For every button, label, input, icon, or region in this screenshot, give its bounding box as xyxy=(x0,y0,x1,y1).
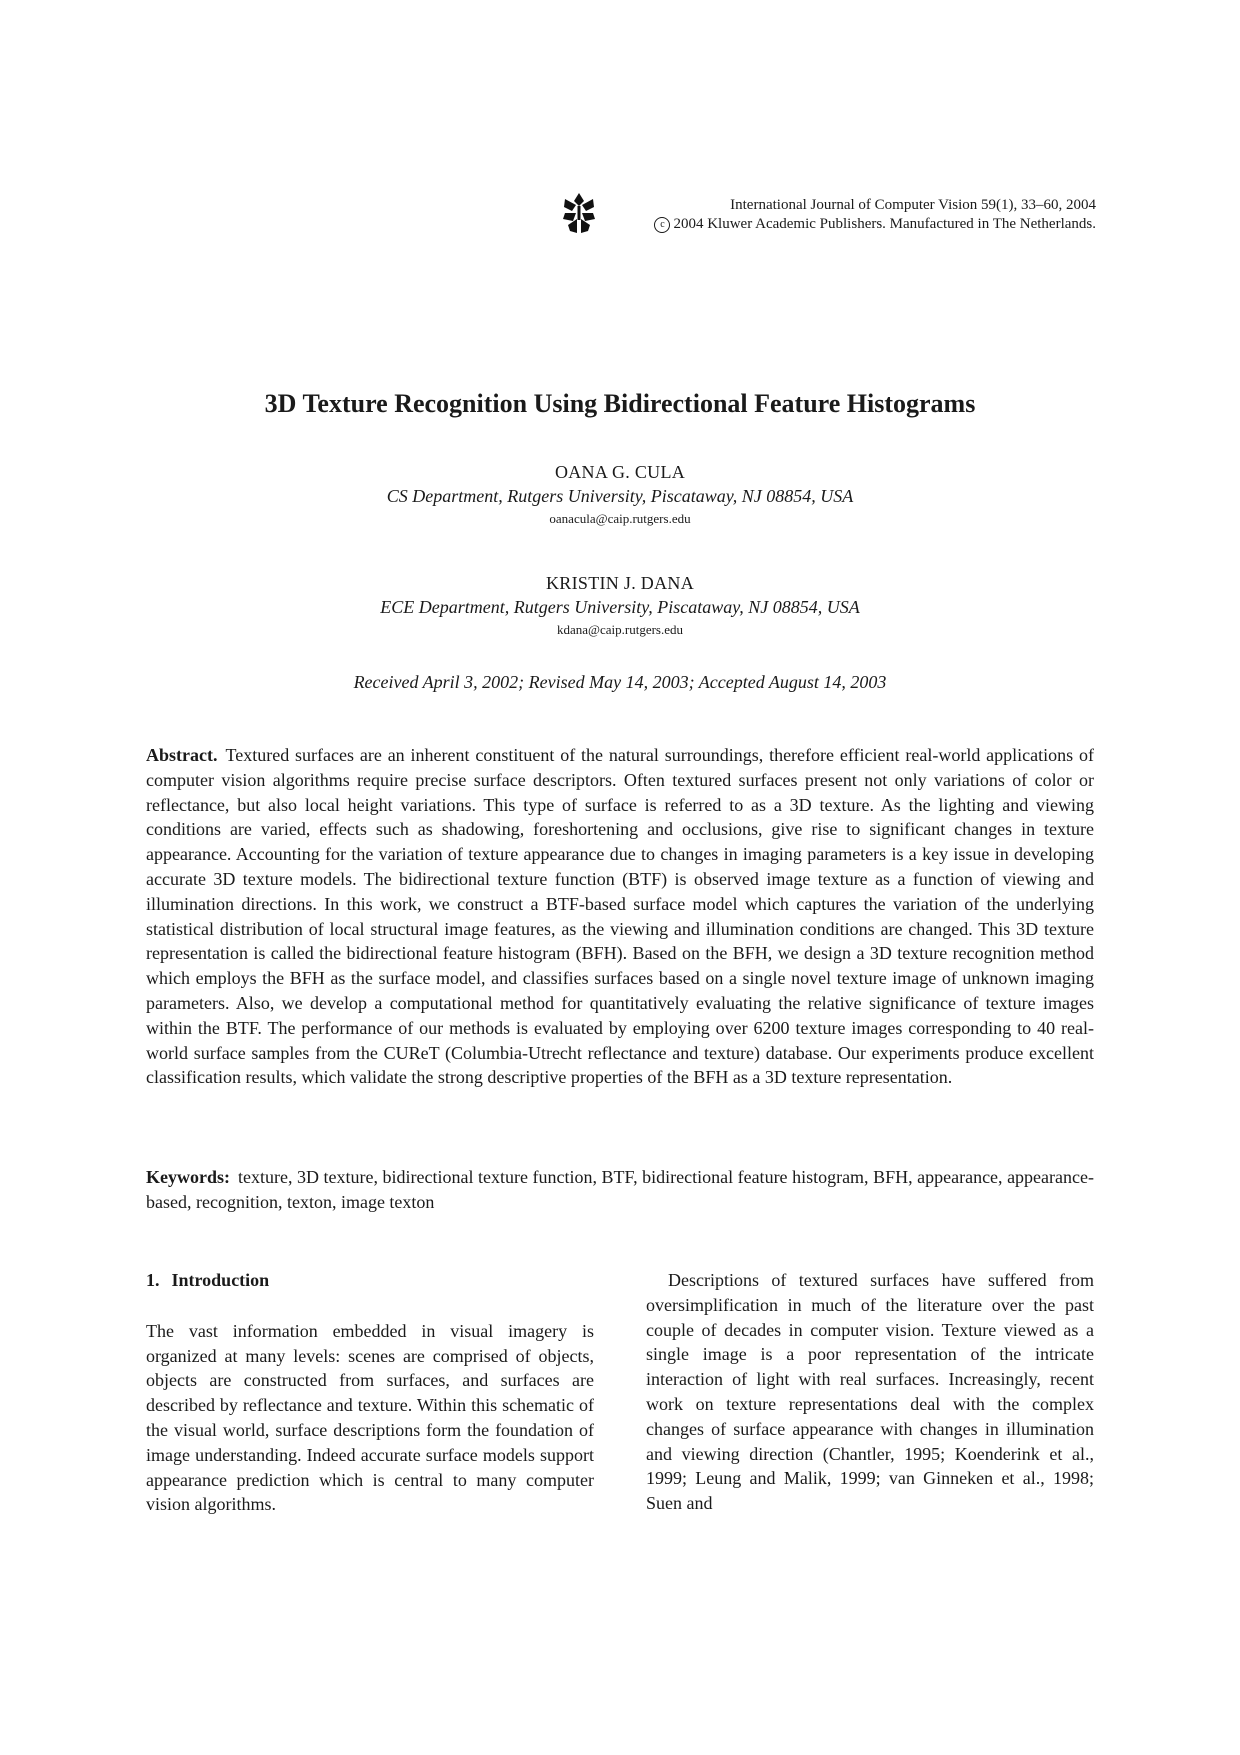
body-paragraph: Descriptions of textured surfaces have suffered from oversimplification in much of the literature over the past couple of decades in computer vision. Texture viewed as a single image is a poor representation of the intricate interaction of light with real surfaces. Increasingly, recent work on texture representations deal with the complex changes of surface appearance with changes in illumination and viewing direction (Chantler, 1995; Koenderink et al., 1999; Leung and Malik, 1999; van Ginneken et al., 1998; Suen and xyxy=(646,1270,1094,1514)
keywords xyxy=(146,1165,1094,1215)
journal-citation: International Journal of Computer Vision 59(1), 33–60, 2004 xyxy=(730,197,1096,213)
publisher-logo-icon xyxy=(562,191,596,235)
abstract xyxy=(146,743,1094,1090)
abstract-label: Abstract. xyxy=(146,745,218,765)
section-number: 1. xyxy=(146,1270,160,1290)
body-column-left xyxy=(146,1268,594,1517)
copyright-text: 2004 Kluwer Academic Publishers. Manufactured in The Netherlands. xyxy=(673,216,1096,232)
author-affiliation: CS Department, Rutgers University, Piscataway, NJ 08854, USA xyxy=(386,486,854,506)
section-title: Introduction xyxy=(171,1270,270,1290)
keywords-text: texture, 3D texture, bidirectional texture function, BTF, bidirectional feature histogram, BFH, appearance, appearance-based, recognition, texton, image texton xyxy=(146,1167,1094,1212)
keywords-label: Keywords: xyxy=(146,1167,230,1187)
copyright-icon: c xyxy=(654,217,670,233)
received-dates: Received April 3, 2002; Revised May 14, 2003; Accepted August 14, 2003 xyxy=(353,672,887,692)
author-name: OANA G. CULA xyxy=(554,462,686,482)
author-email[interactable]: kdana@caip.rutgers.edu xyxy=(556,622,684,637)
body-paragraph: The vast information embedded in visual imagery is organized at many levels: scenes are comprised of objects, objects are constructed from surfaces, and surfaces are described by reflectance and texture. Within this schematic of the visual world, surface descriptions form the foundation of image understanding. Indeed accurate surface models support appearance prediction which is central to many computer vision algorithms. xyxy=(146,1320,594,1515)
paper-title: 3D Texture Recognition Using Bidirectional Feature Histograms xyxy=(264,389,976,418)
author-block xyxy=(0,460,1240,530)
author-email[interactable]: oanacula@caip.rutgers.edu xyxy=(549,511,691,526)
section-heading xyxy=(146,1268,594,1293)
copyright-line xyxy=(654,215,1096,234)
author-name: KRISTIN J. DANA xyxy=(546,573,694,593)
author-affiliation: ECE Department, Rutgers University, Piscataway, NJ 08854, USA xyxy=(380,597,860,617)
abstract-text: Textured surfaces are an inherent constituent of the natural surroundings, therefore efficient real-world applications of computer vision algorithms require precise surface descriptors. Often textured surfaces present not only variations of color or reflectance, but also local height variations. This type of surface is referred to as a 3D texture. As the lighting and viewing conditions are varied, effects such as shadowing, foreshortening and occlusions, give rise to significant changes in texture appearance. Accounting for the variation of texture appearance due to changes in imaging parameters is a key issue in developing accurate 3D texture models. The bidirectional texture function (BTF) is observed image texture as a function of viewing and illumination directions. In this work, we construct a BTF-based surface model which captures the variation of the underlying statistical distribution of local structural image features, as the viewing and illumination conditions are changed. This 3D texture representation is called the bidirectional feature histogram (BFH). Based on the BFH, we design a 3D texture recognition method which employs the BFH as the surface model, and classifies surfaces based on a single novel texture image of unknown imaging parameters. Also, we develop a computational method for quantitatively evaluating the relative significance of texture images within the BTF. The performance of our methods is evaluated by employing over 6200 texture images corresponding to 40 real-world surface samples from the CUReT (Columbia-Utrecht reflectance and texture) database. Our experiments produce excellent classification results, which validate the strong descriptive properties of the BFH as a 3D texture representation. xyxy=(146,745,1094,1088)
body-column-right xyxy=(646,1268,1094,1516)
journal-header xyxy=(654,196,1096,234)
author-block xyxy=(0,571,1240,641)
